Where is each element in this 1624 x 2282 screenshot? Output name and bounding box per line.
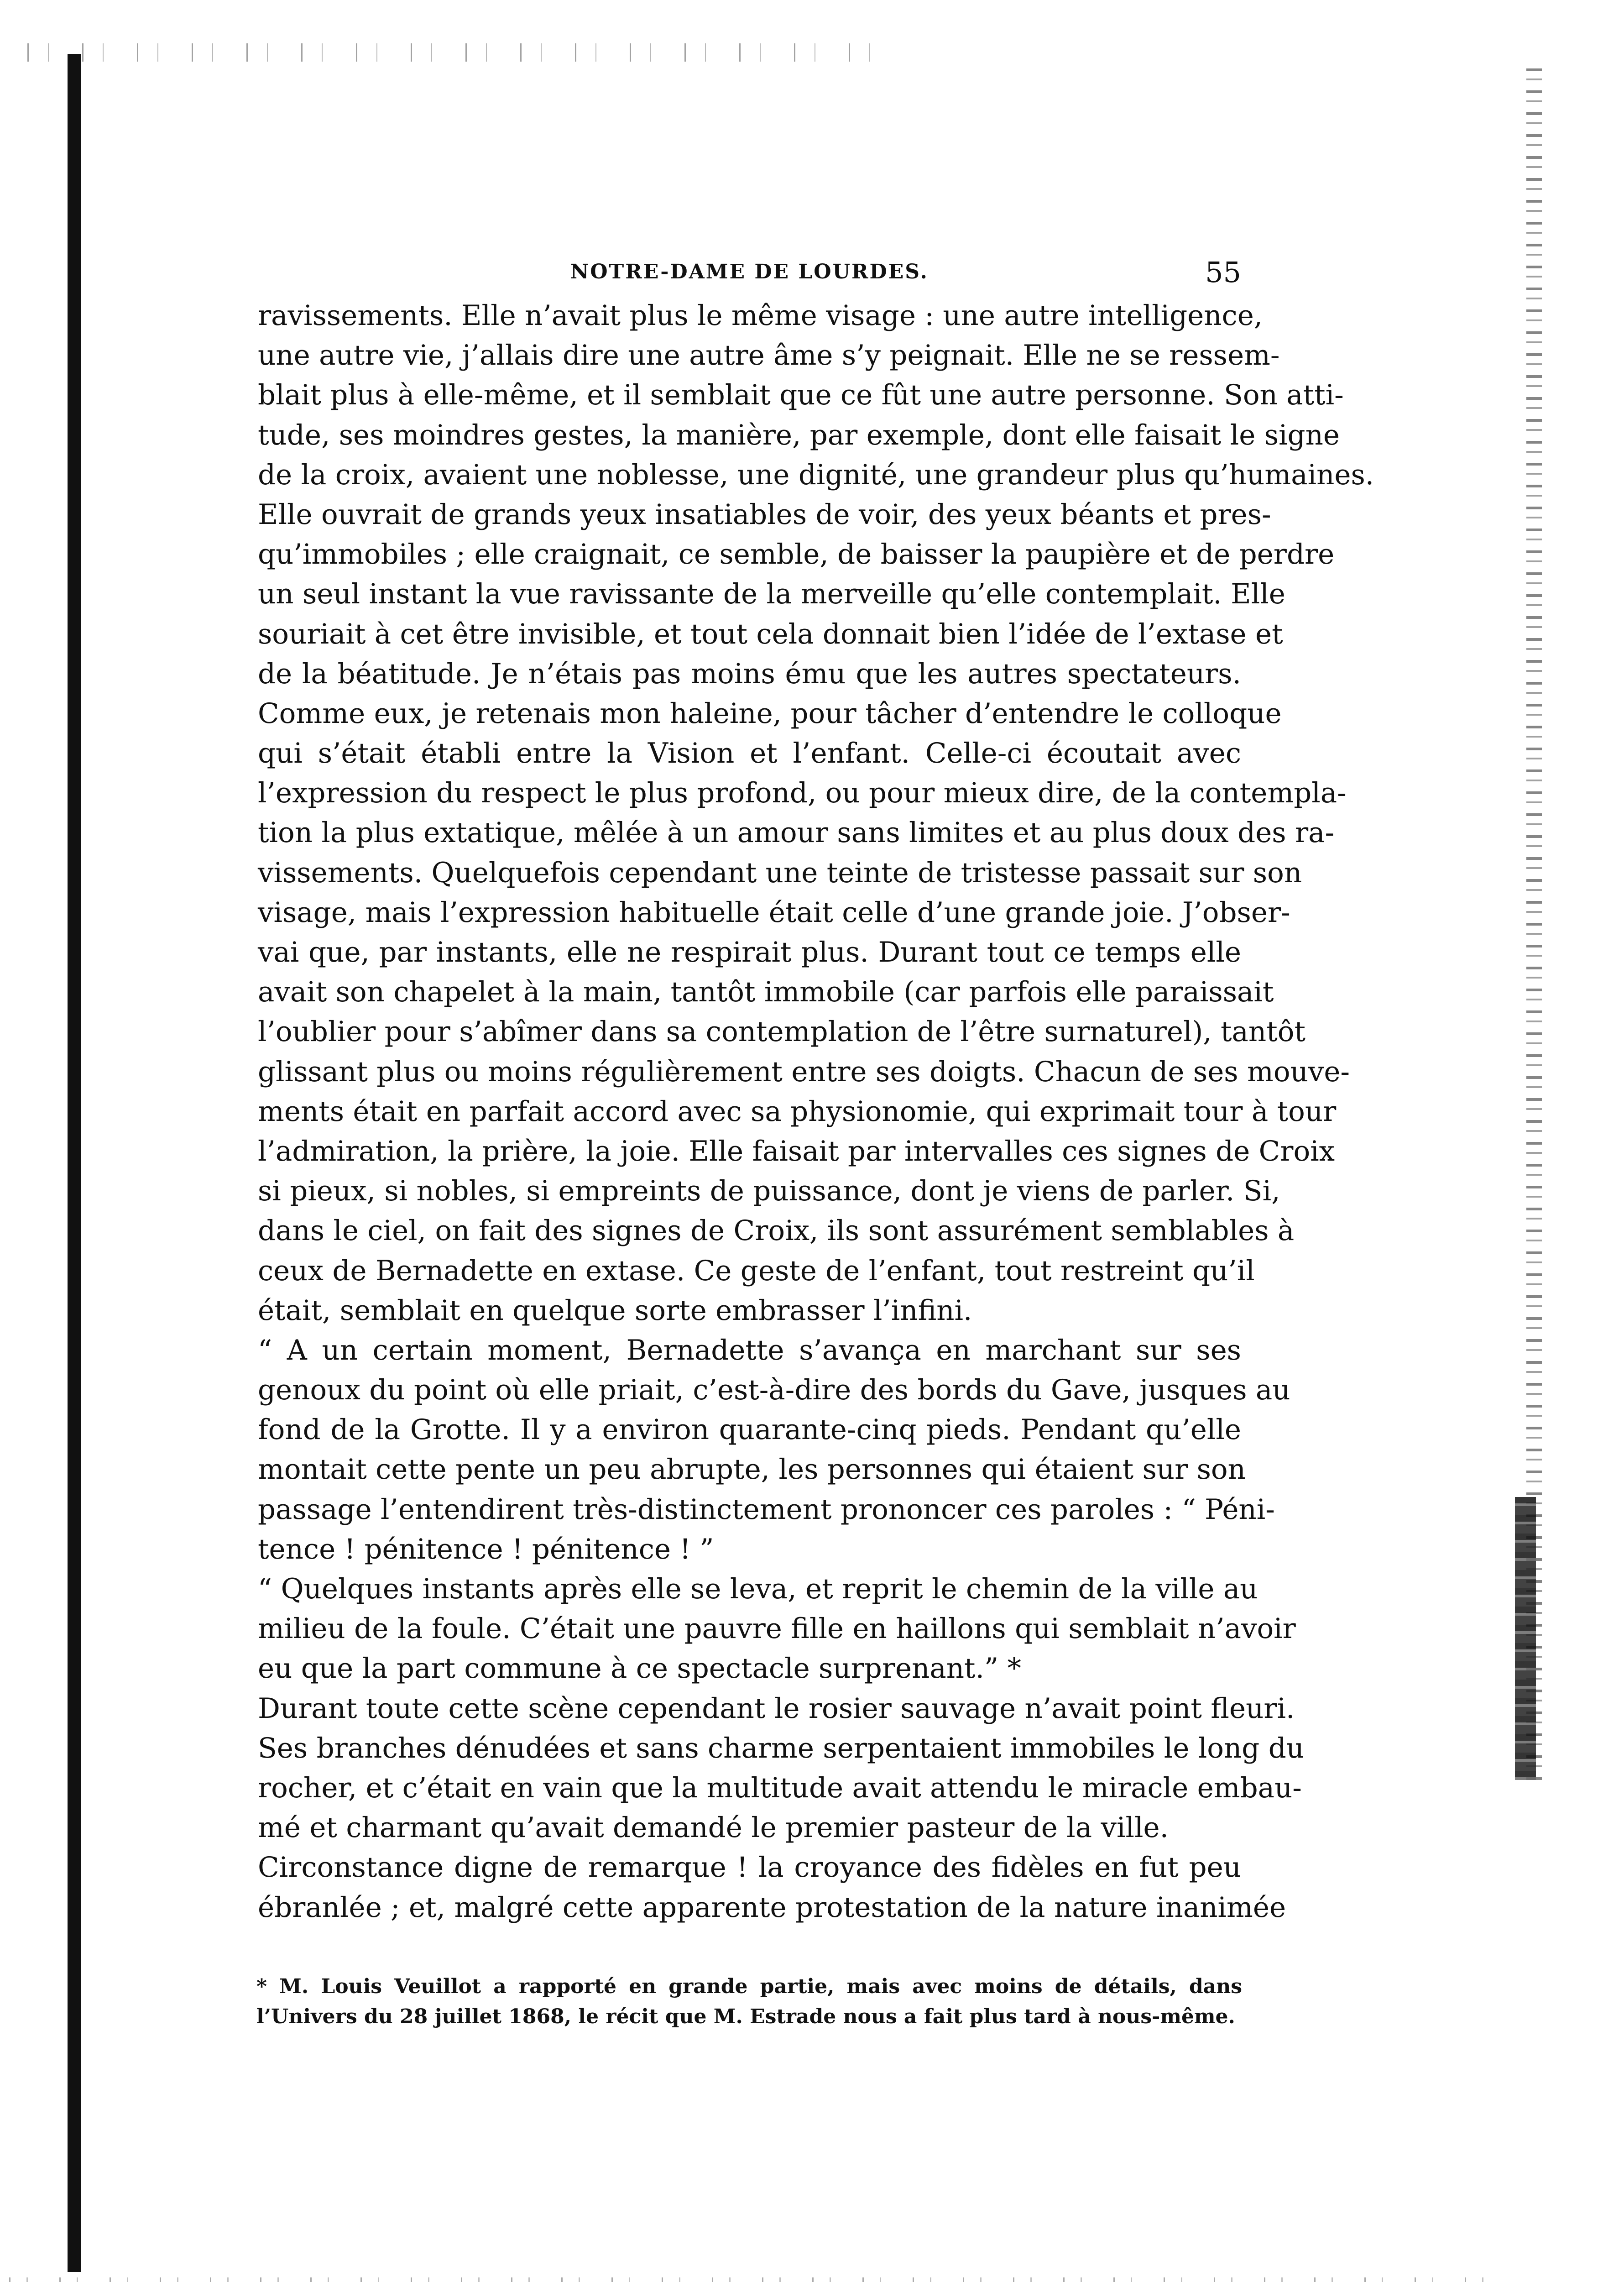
text-line: fond de la Grotte. Il y a environ quarante-cinq pieds. Pendant qu’elle bbox=[258, 1413, 1241, 1446]
text-line: “ Quelques instants après elle se leva, et reprit le chemin de la ville au bbox=[258, 1573, 1258, 1605]
body-text bbox=[258, 296, 1374, 1927]
text-line: tence ! pénitence ! pénitence ! ” bbox=[258, 1533, 714, 1565]
text-line: tude, ses moindres gestes, la manière, par exemple, dont elle faisait le signe bbox=[258, 419, 1340, 451]
text-line: ravissements. Elle n’avait plus le même visage : une autre intelligence, bbox=[258, 299, 1263, 332]
text-line: Comme eux, je retenais mon haleine, pour tâcher d’entendre le colloque bbox=[258, 697, 1282, 730]
text-line: si pieux, si nobles, si empreints de puissance, dont je viens de parler. Si, bbox=[258, 1175, 1280, 1208]
page-number: 55 bbox=[1205, 256, 1241, 289]
text-line: l’expression du respect le plus profond, ou pour mieux dire, de la contempla- bbox=[258, 777, 1347, 810]
text-line: dans le ciel, on fait des signes de Croix, ils sont assurément semblables à bbox=[258, 1214, 1295, 1247]
text-line: l’admiration, la prière, la joie. Elle faisait par intervalles ces signes de Croix bbox=[258, 1135, 1335, 1167]
text-line: mé et charmant qu’avait demandé le premier pasteur de la ville. bbox=[258, 1811, 1169, 1844]
text-line: milieu de la foule. C’était une pauvre fille en haillons qui semblait n’avoir bbox=[258, 1612, 1296, 1645]
text-line: de la croix, avaient une noblesse, une dignité, une grandeur plus qu’humaines. bbox=[258, 458, 1374, 491]
scan-edge-right bbox=[1515, 1497, 1536, 1780]
text-line: visage, mais l’expression habituelle était celle d’une grande joie. J’obser- bbox=[258, 896, 1290, 929]
text-line: Durant toute cette scène cependant le rosier sauvage n’avait point fleuri. bbox=[258, 1692, 1295, 1725]
footnote-line: * M. Louis Veuillot a rapporté en grande partie, mais avec moins de détails, dans bbox=[256, 1975, 1242, 1998]
text-line: tion la plus extatique, mêlée à un amour sans limites et au plus doux des ra- bbox=[258, 816, 1335, 849]
footnote-line: l’Univers du 28 juillet 1868, le récit que M. Estrade nous a fait plus tard à nous-même. bbox=[256, 2005, 1235, 2028]
scan-noise-top bbox=[27, 43, 894, 62]
text-line: Ses branches dénudées et sans charme serpentaient immobiles le long du bbox=[258, 1732, 1305, 1764]
text-line: glissant plus ou moins régulièrement entre ses doigts. Chacun de ses mouve- bbox=[258, 1055, 1350, 1088]
text-line: de la béatitude. Je n’étais pas moins ému que les autres spectateurs. bbox=[258, 657, 1241, 690]
text-line: vai que, par instants, elle ne respirait plus. Durant tout ce temps elle bbox=[258, 936, 1241, 968]
text-line: qui s’était établi entre la Vision et l’enfant. Celle-ci écoutait avec bbox=[258, 737, 1241, 770]
text-line: eu que la part commune à ce spectacle surprenant.” * bbox=[258, 1652, 1022, 1685]
text-line: rocher, et c’était en vain que la multitude avait attendu le miracle embau- bbox=[258, 1771, 1302, 1804]
scan-noise-bottom bbox=[9, 2277, 1515, 2282]
text-line: qu’immobiles ; elle craignait, ce semble, de baisser la paupière et de perdre bbox=[258, 538, 1335, 571]
text-line: “ A un certain moment, Bernadette s’avança en marchant sur ses bbox=[258, 1334, 1241, 1366]
text-line: passage l’entendirent très-distinctement prononcer ces paroles : “ Péni- bbox=[258, 1493, 1275, 1526]
text-line: blait plus à elle-même, et il semblait que ce fût une autre personne. Son atti- bbox=[258, 379, 1344, 412]
text-line: Circonstance digne de remarque ! la croyance des fidèles en fut peu bbox=[258, 1851, 1241, 1884]
text-line: souriait à cet être invisible, et tout cela donnait bien l’idée de l’extase et bbox=[258, 618, 1283, 650]
running-head bbox=[456, 256, 1241, 288]
text-line: un seul instant la vue ravissante de la merveille qu’elle contemplait. Elle bbox=[258, 578, 1285, 611]
text-line: vissements. Quelquefois cependant une teinte de tristesse passait sur son bbox=[258, 856, 1302, 889]
text-line: avait son chapelet à la main, tantôt immobile (car parfois elle paraissait bbox=[258, 976, 1274, 1009]
running-title: NOTRE-DAME DE LOURDES. bbox=[570, 260, 929, 283]
text-line: montait cette pente un peu abrupte, les personnes qui étaient sur son bbox=[258, 1453, 1246, 1486]
text-line: l’oublier pour s’abîmer dans sa contemplation de l’être surnaturel), tantôt bbox=[258, 1015, 1305, 1048]
text-line: ments était en parfait accord avec sa physionomie, qui exprimait tour à tour bbox=[258, 1095, 1337, 1128]
text-line: ébranlée ; et, malgré cette apparente protestation de la nature inanimée bbox=[258, 1891, 1286, 1924]
text-line: une autre vie, j’allais dire une autre âme s’y peignait. Elle ne se ressem- bbox=[258, 339, 1280, 372]
text-line: genoux du point où elle priait, c’est-à-dire des bords du Gave, jusques au bbox=[258, 1374, 1290, 1407]
footnote bbox=[256, 1972, 1242, 2032]
text-line: Elle ouvrait de grands yeux insatiables de voir, des yeux béants et pres- bbox=[258, 498, 1271, 531]
text-line: était, semblait en quelque sorte embrasser l’infini. bbox=[258, 1294, 972, 1327]
text-line: ceux de Bernadette en extase. Ce geste de l’enfant, tout restreint qu’il bbox=[258, 1254, 1255, 1287]
scan-edge-left bbox=[68, 54, 81, 2272]
